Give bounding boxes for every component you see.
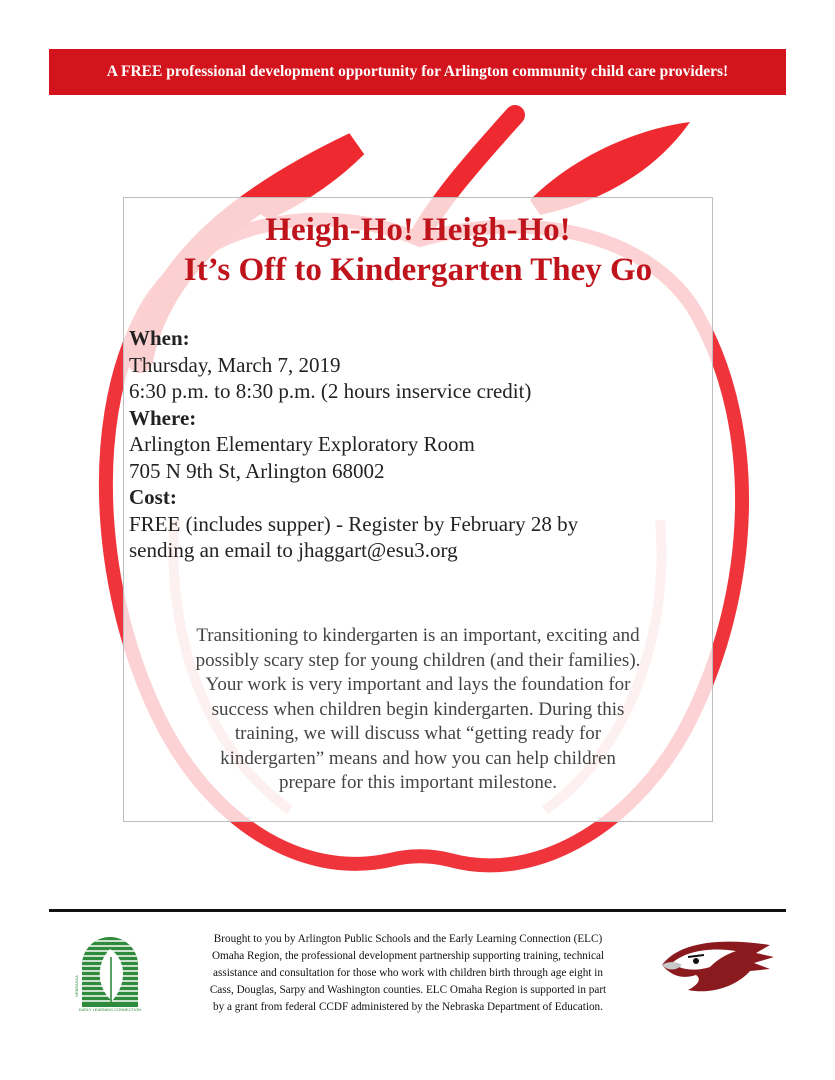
description-line: Transitioning to kindergarten is an important, exciting and bbox=[196, 625, 640, 646]
footer-line: by a grant from federal CCDF administered by the Nebraska Department of Education. bbox=[213, 1001, 603, 1013]
footer-line: Brought to you by Arlington Public Schools and the Early Learning Connection (ELC) bbox=[213, 933, 603, 945]
description-line: Your work is very important and lays the foundation for bbox=[205, 674, 631, 695]
footer-line: assistance and consultation for those who work with children birth through age eight in bbox=[213, 967, 603, 979]
event-time: 6:30 p.m. to 8:30 p.m. (2 hours inservice credit) bbox=[129, 379, 532, 403]
description-line: prepare for this important milestone. bbox=[278, 772, 558, 793]
event-card bbox=[123, 197, 713, 822]
event-location: Arlington Elementary Exploratory Room bbox=[129, 432, 475, 456]
event-details bbox=[129, 325, 709, 564]
event-date: Thursday, March 7, 2019 bbox=[129, 352, 341, 377]
event-description bbox=[129, 624, 707, 796]
footer-sponsor-text bbox=[158, 931, 658, 1016]
cost-line-1: FREE (includes supper) - Register by February 28 by bbox=[129, 511, 579, 536]
description-line: success when children begin kindergarten. During this bbox=[211, 698, 625, 720]
banner-text: A FREE professional development opportunity for Arlington community child care providers! bbox=[106, 63, 729, 80]
when-label: When: bbox=[129, 326, 190, 350]
description-line: training, we will discuss what “getting ready for bbox=[234, 723, 602, 744]
footer-line: Omaha Region, the professional development partnership supporting training, technical bbox=[211, 950, 605, 962]
footer-divider bbox=[49, 909, 786, 912]
elc-logo-bottom-text: EARLY LEARNING CONNECTION bbox=[78, 1007, 142, 1012]
where-label: Where: bbox=[129, 405, 197, 430]
top-banner bbox=[49, 49, 786, 95]
eagle-mascot-icon bbox=[658, 935, 778, 997]
title-line-1: Heigh-Ho! Heigh-Ho! bbox=[265, 212, 571, 248]
cost-label: Cost: bbox=[129, 485, 177, 509]
elc-logo-top-text: NEBRASKA bbox=[74, 975, 79, 997]
description-line: kindergarten” means and how you can help children bbox=[220, 747, 616, 769]
description-line: possibly scary step for young children (and their families). bbox=[195, 649, 641, 671]
title-line-2: It’s Off to Kindergarten They Go bbox=[183, 252, 653, 288]
footer-line: Cass, Douglas, Sarpy and Washington counties. ELC Omaha Region is supported in part bbox=[209, 984, 607, 996]
event-address: 705 N 9th St, Arlington 68002 bbox=[129, 458, 385, 483]
elc-leaf-icon bbox=[74, 927, 146, 1013]
event-title bbox=[124, 210, 712, 290]
cost-line-2: sending an email to jhaggart@esu3.org bbox=[129, 538, 458, 562]
